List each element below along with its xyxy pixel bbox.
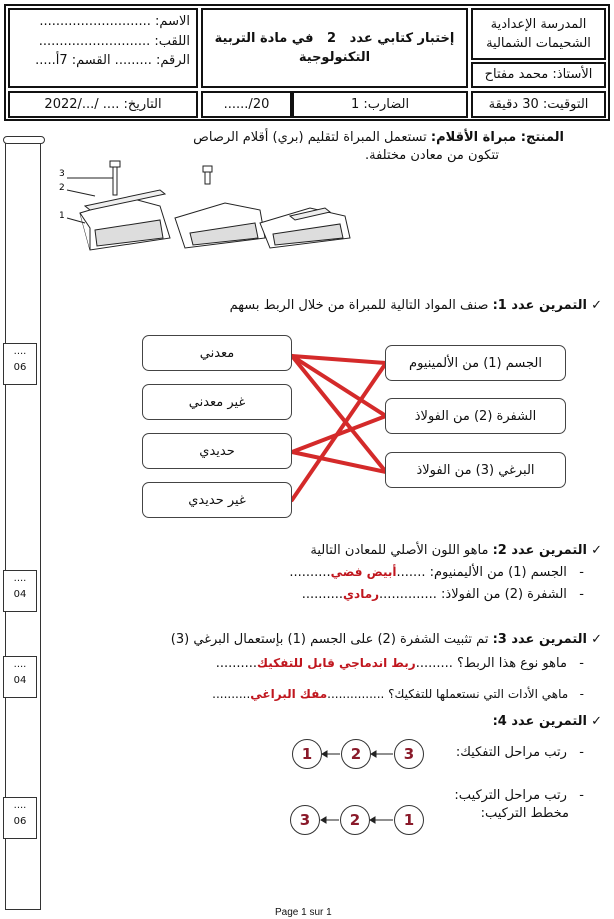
school-location: الشحيمات الشمالية — [486, 36, 591, 51]
part-label-3: 3 — [59, 169, 65, 179]
ex3-text: تم تثبيت الشفرة (2) على الجسم (1) بإستعمال البرغي (3) — [170, 632, 489, 647]
ex4-q1: - رتب مراحل التفكيك: — [455, 745, 584, 760]
score-dots: .... — [13, 659, 27, 670]
score-dots: .... — [13, 573, 27, 584]
part-label: الشفرة (2) من الفولاذ — [414, 408, 537, 424]
order-circle: 3 — [290, 805, 320, 835]
product-line2: تتكون من معادن مختلفة. — [364, 148, 499, 163]
ex1-text: صنف المواد التالية للمبراة من خلال الربط بسهم — [229, 298, 489, 313]
ex3-title: التمرين عدد 3: — [492, 632, 587, 647]
ex4-q3: مخطط التركيب: — [480, 806, 569, 821]
answer-text: أبيض فضي — [330, 565, 397, 579]
ex4-heading: ✓ التمرين عدد 4: — [492, 714, 602, 729]
part-label: البرغي (3) من الفولاذ — [416, 462, 535, 478]
answer-dots: .......... — [212, 687, 251, 701]
category-label: غير حديدي — [188, 492, 246, 508]
ex3-heading: ✓ التمرين عدد 3: تم تثبيت الشفرة (2) على الجسم (1) بإستعمال البرغي (3) — [170, 632, 602, 647]
question-text: الجسم (1) من الأليمنيوم: ....... — [396, 565, 567, 580]
product-text: تستعمل المبراة لتقليم (بري) أقلام الرصاص — [193, 130, 427, 145]
number-class-field: الرقم: ......... القسم: 7أ..... — [35, 53, 190, 68]
question-text: رتب مراحل التركيب: — [454, 788, 567, 803]
ex2-text: ماهو اللون الأصلي للمعادن التالية — [310, 543, 489, 558]
ex1-title: التمرين عدد 1: — [492, 298, 587, 313]
page-footer: Page 1 sur 1 — [275, 907, 332, 918]
question-text: الشفرة (2) من الفولاذ: .............. — [379, 587, 567, 602]
part-label-1: 1 — [59, 211, 65, 221]
exam-subject: التكنولوجية — [298, 50, 371, 65]
answer-text: ربط اندماجي قابل للتفكيك — [257, 656, 416, 670]
date-field: التاريخ: .... /.../2022 — [44, 96, 162, 112]
coefficient: الضارب: 1 — [350, 96, 410, 112]
answer-dots: .......... — [215, 656, 258, 671]
question-text: ماهي الأدات التي نستعملها للتفكيك؟ ............... — [327, 687, 569, 701]
question-text: رتب مراحل التفكيك: — [455, 745, 567, 760]
exam-title: إختبار كتابي عدد 2 في مادة التربية — [214, 30, 455, 46]
total-score: ....../20 — [223, 96, 270, 112]
category-label: غير معدني — [188, 394, 246, 410]
duration: التوقيت: 30 دقيقة — [488, 96, 589, 112]
answer-dots: .......... — [301, 587, 344, 602]
surname-field: اللقب: ........................... — [38, 33, 190, 49]
school-name: المدرسة الإعدادية — [490, 16, 587, 32]
score-dots: .... — [13, 800, 27, 811]
ex2-heading: ✓ التمرين عدد 2: ماهو اللون الأصلي للمعادن التالية — [310, 543, 602, 558]
order-circle: 1 — [292, 739, 322, 769]
score-max: 06 — [13, 816, 27, 827]
name-field: الاسم: ........................... — [39, 14, 190, 29]
teacher-name: الأستاذ: محمد مفتاح — [484, 67, 593, 83]
category-label: حديدي — [199, 443, 235, 459]
part-label-2: 2 — [59, 183, 65, 193]
answer-text: مفك البراغي — [250, 687, 328, 701]
score-max: 04 — [13, 675, 27, 686]
part-label: الجسم (1) من الألمينيوم — [409, 355, 542, 371]
ex2-q1: - الجسم (1) من الأليمنيوم: .......أبيض فضي.......... — [289, 565, 584, 580]
score-dots: .... — [13, 346, 27, 357]
answer-text: رمادي — [343, 587, 380, 601]
ex2-title: التمرين عدد 2: — [492, 543, 587, 558]
answer-dots: .......... — [289, 565, 331, 580]
score-max: 04 — [13, 589, 27, 600]
order-circle: 2 — [340, 805, 370, 835]
score-max: 06 — [13, 362, 27, 373]
product-label: المنتج: مبراة الأقلام: — [430, 130, 564, 145]
ex3-q1: - ماهو نوع هذا الربط؟ .........ربط اندماجي قابل للتفكيك.......... — [215, 656, 584, 671]
ex4-q2: - رتب مراحل التركيب: — [454, 788, 584, 803]
order-circle: 3 — [394, 739, 424, 769]
order-circle: 1 — [394, 805, 424, 835]
category-label: معدني — [199, 345, 235, 361]
question-text: ماهو نوع هذا الربط؟ ......... — [415, 656, 567, 671]
order-circle: 2 — [341, 739, 371, 769]
ex3-q2: - ماهي الأدات التي نستعملها للتفكيك؟ ...............مفك البراغي.......... — [212, 687, 584, 701]
ex4-title: التمرين عدد 4: — [492, 714, 587, 729]
ex2-q2: - الشفرة (2) من الفولاذ: ..............رمادي.......... — [301, 587, 584, 602]
ex1-heading: ✓ التمرين عدد 1: صنف المواد التالية للمبراة من خلال الربط بسهم — [229, 298, 602, 313]
